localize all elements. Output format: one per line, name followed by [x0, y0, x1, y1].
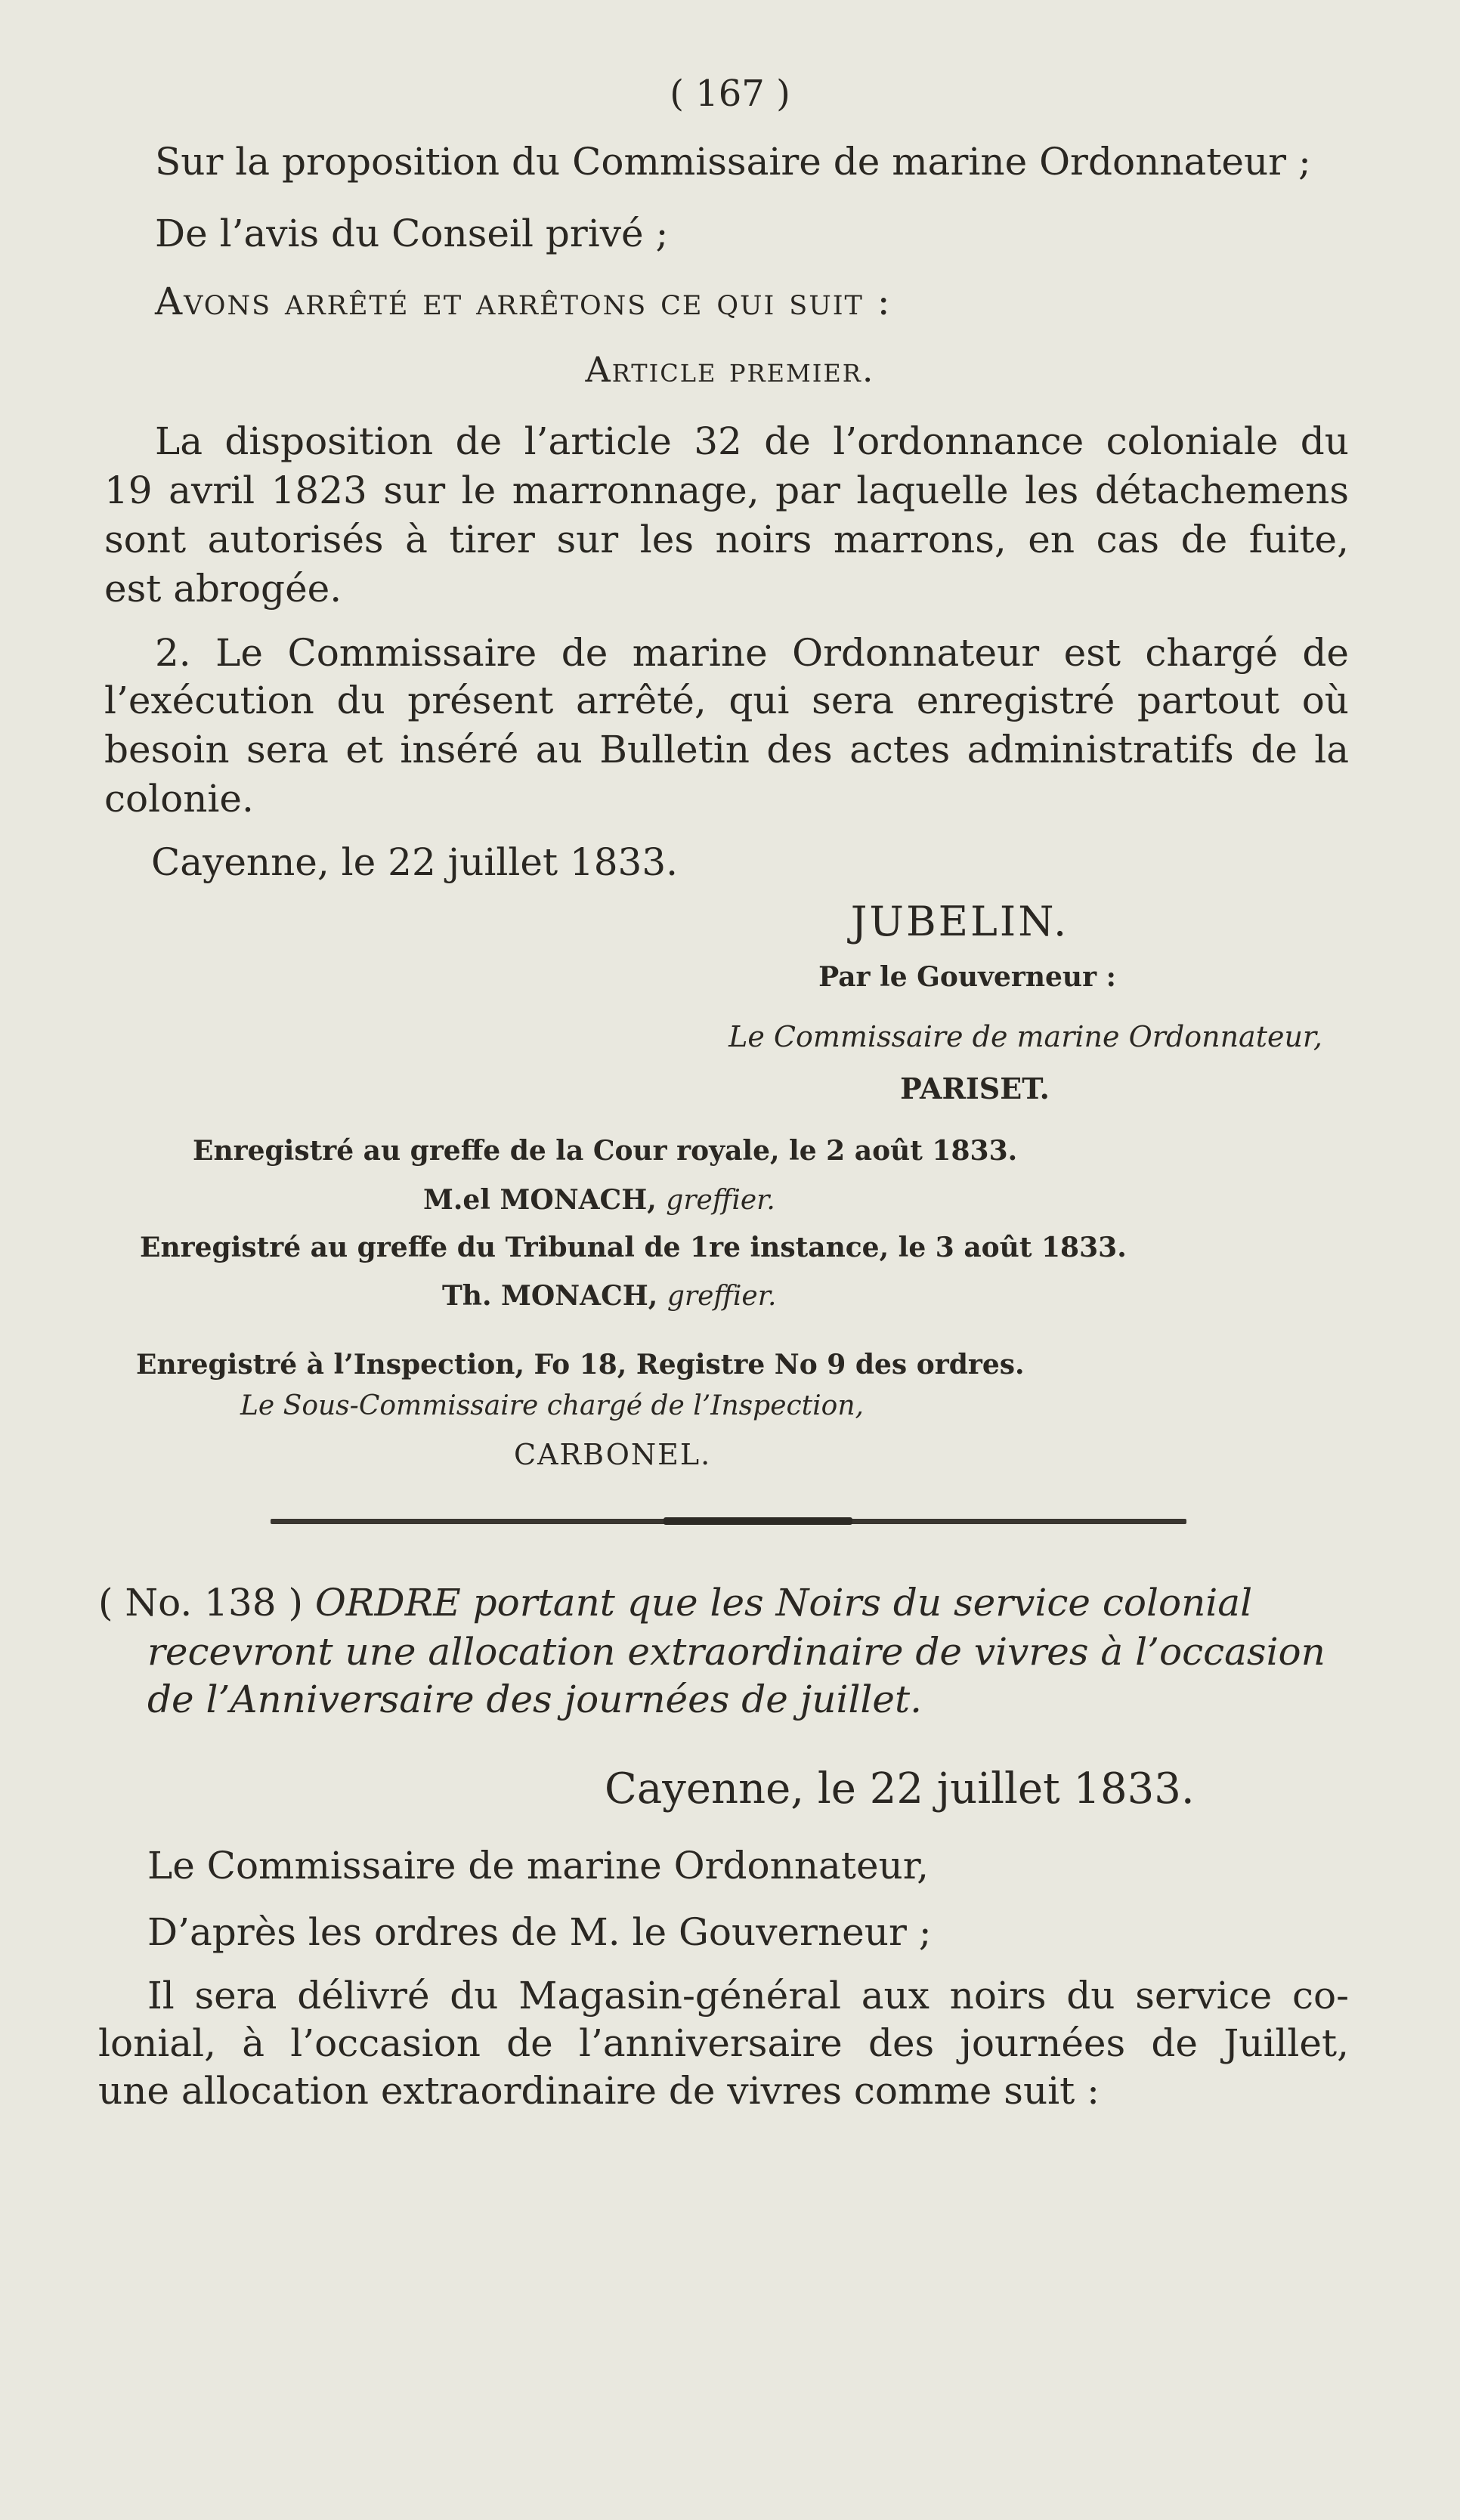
- registration-3-name: CARBONEL.: [514, 1438, 712, 1471]
- order-body-line: lonial, à l’occasion de l’anniversaire des journées de Juillet,: [98, 2021, 1349, 2065]
- signature-name: JUBELIN.: [850, 898, 1069, 945]
- preamble-line-2: De l’avis du Conseil privé ;: [155, 212, 669, 255]
- date-line: Cayenne, le 22 juillet 1833.: [151, 840, 679, 884]
- preamble-line-1: Sur la proposition du Commissaire de marine Ordonnateur ;: [155, 140, 1311, 184]
- order-title-line-3: de l’Anniversaire des journées de juillet.: [147, 1677, 922, 1721]
- article1-line: est abrogée.: [104, 567, 342, 611]
- order-ordres-line: D’après les ordres de M. le Gouverneur ;: [147, 1910, 932, 1954]
- order-body-line: Il sera délivré du Magasin-général aux noirs du service co-: [147, 1974, 1349, 2018]
- signature-par: Par le Gouverneur :: [818, 961, 1116, 993]
- article2-line: 2. Le Commissaire de marine Ordonnateur est chargé de: [155, 631, 1349, 675]
- article2-line: l’exécution du présent arrêté, qui sera enregistré partout où: [104, 679, 1349, 722]
- section-divider: [271, 1519, 1186, 1524]
- page-number: ( 167 ): [670, 73, 790, 115]
- order-commissaire-line: Le Commissaire de marine Ordonnateur,: [147, 1844, 930, 1888]
- registration-1-sig-title: greffier.: [666, 1185, 775, 1216]
- order-title-text: ORDRE portant que les Noirs du service colonial: [314, 1581, 1253, 1625]
- article2-line: colonie.: [104, 777, 254, 821]
- order-date: Cayenne, le 22 juillet 1833.: [605, 1764, 1195, 1813]
- order-title-line-1: [98, 1581, 1353, 1625]
- registration-2-sig-name: Th. MONACH,: [442, 1280, 658, 1312]
- order-body-line: une allocation extraordinaire de vivres comme suit :: [98, 2069, 1100, 2113]
- registration-1-sig: [423, 1184, 775, 1216]
- order-title-line-2: recevront une allocation extraordinaire de vivres à l’occasion: [147, 1630, 1325, 1674]
- signature-name-2: PARISET.: [900, 1071, 1050, 1105]
- order-number: ( No. 138 ): [98, 1581, 303, 1625]
- registration-2-sig: [442, 1280, 776, 1312]
- registration-2-sig-title: greffier.: [667, 1281, 777, 1312]
- article1-line: 19 avril 1823 sur le marronnage, par laquelle les détachemens: [104, 468, 1349, 512]
- registration-3: Enregistré à l’Inspection, Fo 18, Registre No 9 des ordres.: [136, 1349, 1025, 1381]
- registration-3-role: Le Sous-Commissaire chargé de l’Inspection,: [240, 1390, 864, 1421]
- registration-1-sig-name: M.el MONACH,: [423, 1184, 657, 1216]
- signature-role: Le Commissaire de marine Ordonnateur,: [728, 1020, 1322, 1053]
- article2-line: besoin sera et inséré au Bulletin des actes administratifs de la: [104, 728, 1349, 771]
- avons-arrete: Avons arrêté et arrêtons ce qui suit :: [155, 280, 892, 323]
- article-heading: Article premier.: [585, 349, 875, 390]
- registration-1: Enregistré au greffe de la Cour royale, le 2 août 1833.: [193, 1135, 1018, 1167]
- article1-line: sont autorisés à tirer sur les noirs marrons, en cas de fuite,: [104, 518, 1349, 561]
- article1-line: La disposition de l’article 32 de l’ordonnance coloniale du: [155, 419, 1349, 463]
- registration-2: Enregistré au greffe du Tribunal de 1re instance, le 3 août 1833.: [140, 1232, 1127, 1263]
